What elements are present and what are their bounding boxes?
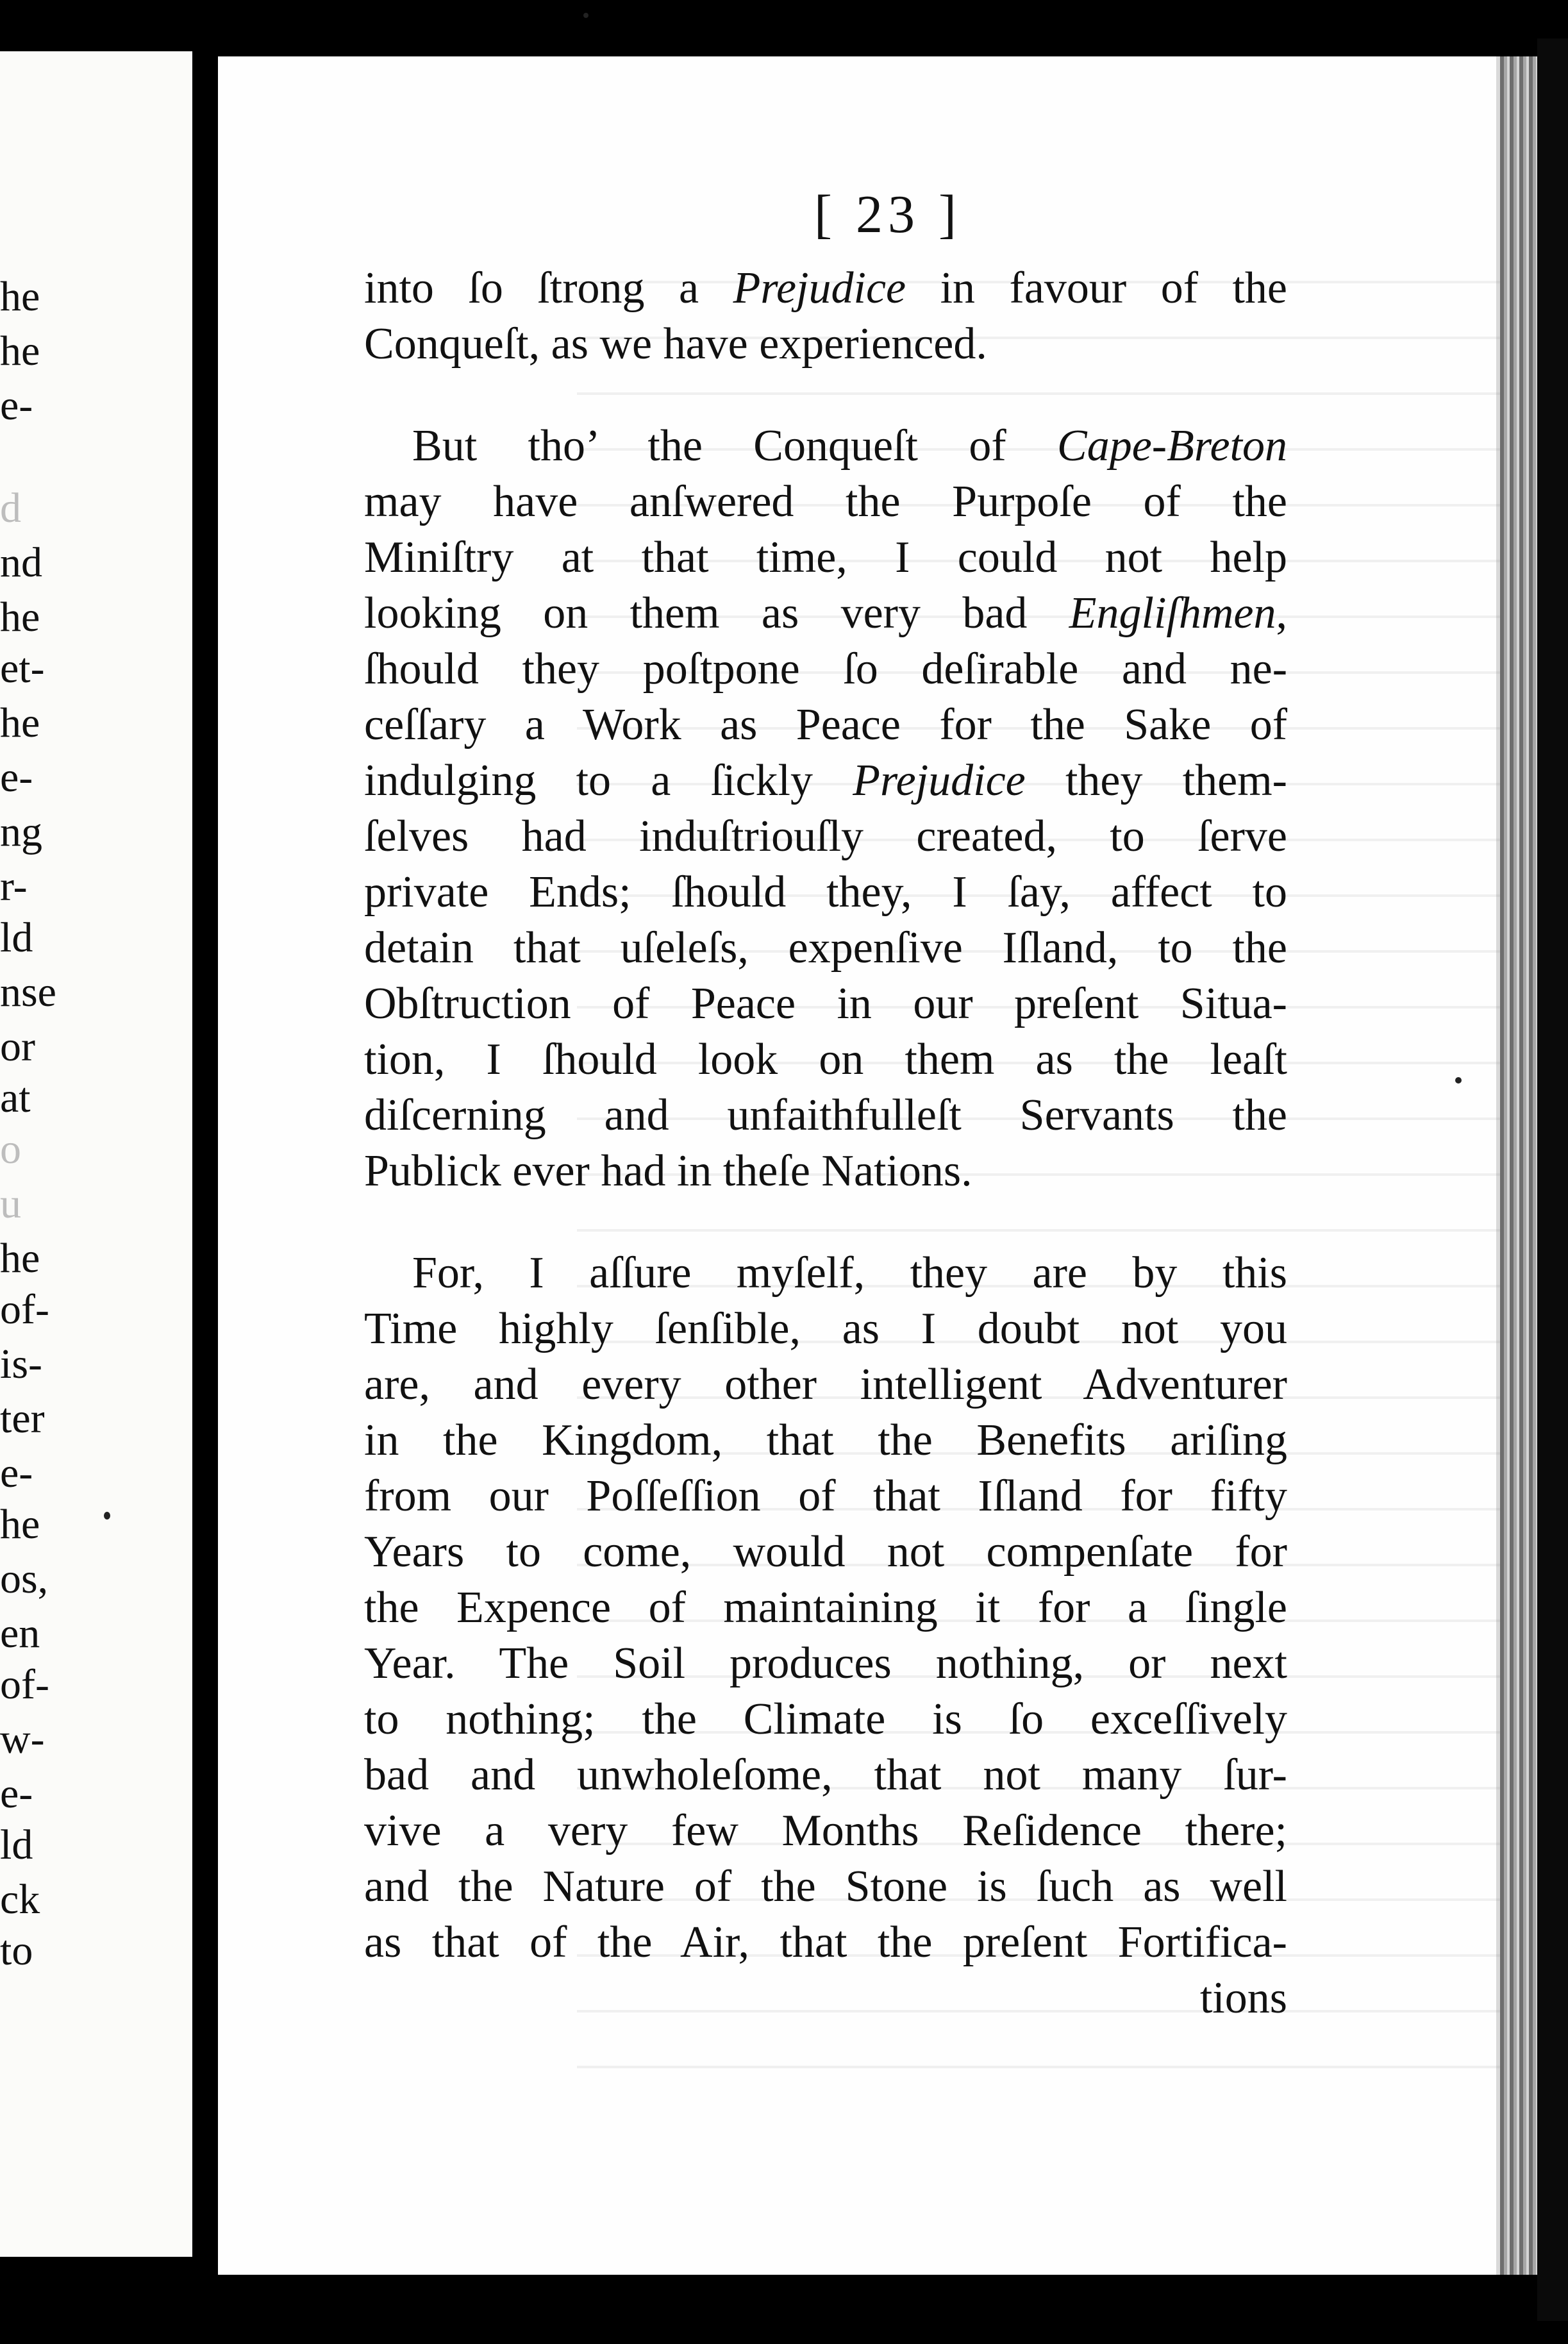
- text-line: [364, 1691, 1287, 1747]
- text-run: into ſo ſtrong a: [364, 264, 733, 313]
- previous-page-line-fragment: is-: [0, 1341, 42, 1387]
- previous-page-line-fragment: en: [0, 1610, 40, 1657]
- previous-page-text-fragments: [0, 51, 192, 2257]
- text-line: [364, 864, 1287, 920]
- text-run: may have anſwered the Purpoſe of the: [364, 477, 1287, 526]
- text-run: ſhould they poſtpone ſo deſirable and ne-: [364, 644, 1287, 694]
- paragraph: [364, 1245, 1287, 1970]
- text-run: diſcerning and unfaithfulleſt Servants the: [364, 1091, 1287, 1140]
- text-line: [364, 1412, 1287, 1468]
- text-run: private Ends; ſhould they, I ſay, affect to: [364, 867, 1287, 917]
- italic-text: Cape-Breton: [1057, 421, 1287, 471]
- text-line: [364, 316, 1287, 372]
- text-line: [364, 1803, 1287, 1859]
- text-line: [364, 1747, 1287, 1803]
- dust-speck: [583, 13, 588, 18]
- previous-page-line-fragment: he: [0, 273, 40, 320]
- text-line: [364, 976, 1287, 1032]
- text-line: [364, 697, 1287, 753]
- text-run: For, I aſſure myſelf, they are by this: [412, 1248, 1287, 1298]
- previous-page-line-fragment: or: [0, 1023, 35, 1070]
- previous-page-line-fragment: e-: [0, 1450, 33, 1496]
- text-run: in the Kingdom, that the Benefits ariſing: [364, 1416, 1287, 1465]
- book-gutter: [192, 0, 218, 2344]
- previous-page-line-fragment: he: [0, 1501, 40, 1548]
- text-line: [364, 1636, 1287, 1691]
- text-run: Miniſtry at that time, I could not help: [364, 533, 1287, 582]
- page-edge-shadow: [1537, 38, 1568, 2321]
- text-line: [364, 1914, 1287, 1970]
- text-run: they them-: [1025, 756, 1287, 805]
- previous-page-line-fragment: u: [0, 1180, 21, 1227]
- text-run: as that of the Air, that the preſent Fortifica-: [364, 1918, 1287, 1967]
- text-run: and the Nature of the Stone is ſuch as well: [364, 1862, 1287, 1911]
- previous-page-line-fragment: e-: [0, 1770, 33, 1817]
- text-run: Years to come, would not compenſate for: [364, 1527, 1287, 1577]
- previous-page-line-fragment: o: [0, 1126, 21, 1173]
- previous-page-edge: [0, 51, 196, 2257]
- previous-page-line-fragment: of-: [0, 1661, 49, 1708]
- text-line: [364, 530, 1287, 585]
- previous-page-line-fragment: he: [0, 328, 40, 374]
- text-run: are, and every other intelligent Adventurer: [364, 1360, 1287, 1409]
- text-run: vive a very few Months Reſidence there;: [364, 1806, 1287, 1855]
- text-line: [364, 1032, 1287, 1087]
- previous-page-line-fragment: ng: [0, 808, 42, 855]
- italic-text: Engliſhmen: [1069, 589, 1276, 638]
- previous-page-line-fragment: nd: [0, 539, 42, 586]
- body-text: [364, 260, 1287, 2026]
- previous-page-line-fragment: r-: [0, 863, 28, 910]
- text-line: [364, 585, 1287, 641]
- text-run: But tho’ the Conqueſt of: [412, 421, 1057, 471]
- text-line: [364, 1524, 1287, 1580]
- dust-speck: [1455, 1077, 1462, 1084]
- text-run: tion, I ſhould look on them as the leaſt: [364, 1035, 1287, 1084]
- previous-page-line-fragment: he: [0, 594, 40, 640]
- text-run: bad and unwholeſome, that not many ſur-: [364, 1750, 1287, 1800]
- text-run: in favour of the: [906, 264, 1288, 313]
- previous-page-line-fragment: at: [0, 1075, 31, 1121]
- text-line: [364, 1859, 1287, 1914]
- previous-page-line-fragment: ld: [0, 914, 33, 961]
- text-line: [364, 808, 1287, 864]
- previous-page-line-fragment: ck: [0, 1876, 40, 1923]
- italic-text: Prejudice: [733, 264, 906, 313]
- text-run: ,: [1276, 589, 1287, 638]
- previous-page-line-fragment: et-: [0, 645, 45, 692]
- previous-page-line-fragment: he: [0, 1235, 40, 1282]
- text-line: [364, 1357, 1287, 1412]
- text-line: [364, 418, 1287, 474]
- text-line: [364, 1245, 1287, 1301]
- text-run: the Expence of maintaining it for a ſingle: [364, 1583, 1287, 1632]
- stacked-page-edges: [1500, 56, 1537, 2275]
- catchword: tions: [1199, 1973, 1287, 2023]
- paragraph: [364, 418, 1287, 1199]
- previous-page-line-fragment: ld: [0, 1821, 33, 1868]
- text-run: looking on them as very bad: [364, 589, 1069, 638]
- text-run: detain that uſeleſs, expenſive Iſland, to the: [364, 923, 1287, 973]
- text-run: Year. The Soil produces nothing, or next: [364, 1639, 1287, 1688]
- text-run: Publick ever had in theſe Nations.: [364, 1146, 972, 1196]
- text-run: indulging to a ſickly: [364, 756, 853, 805]
- text-run: ceſſary a Work as Peace for the Sake of: [364, 700, 1287, 749]
- text-line: [364, 1468, 1287, 1524]
- text-run: ſelves had induſtriouſly created, to ſerve: [364, 812, 1287, 861]
- text-line: [364, 260, 1287, 316]
- italic-text: Prejudice: [853, 756, 1026, 805]
- previous-page-line-fragment: e-: [0, 382, 33, 429]
- text-line: [364, 1087, 1287, 1143]
- previous-page-line-fragment: ter: [0, 1395, 45, 1442]
- text-line: [364, 641, 1287, 697]
- previous-page-line-fragment: w-: [0, 1716, 45, 1762]
- text-line: [364, 1143, 1287, 1199]
- previous-page-line-fragment: d: [0, 485, 21, 532]
- text-line: [364, 1301, 1287, 1357]
- previous-page-line-fragment: os,: [0, 1555, 49, 1602]
- previous-page-line-fragment: e-: [0, 754, 33, 801]
- book-page: [218, 56, 1500, 2275]
- text-run: to nothing; the Climate is ſo exceſſively: [364, 1695, 1287, 1744]
- page-number: [ 23 ]: [814, 185, 962, 244]
- text-run: from our Poſſeſſion of that Iſland for fifty: [364, 1471, 1287, 1521]
- text-run: Obſtruction of Peace in our preſent Situa-: [364, 979, 1287, 1028]
- previous-page-line-fragment: nse: [0, 969, 56, 1016]
- dust-speck: [104, 1512, 110, 1519]
- text-line: [364, 1580, 1287, 1636]
- text-run: Time highly ſenſible, as I doubt not you: [364, 1304, 1287, 1353]
- paragraph: [364, 260, 1287, 372]
- text-line: [364, 753, 1287, 808]
- previous-page-line-fragment: of-: [0, 1286, 49, 1333]
- previous-page-line-fragment: to: [0, 1927, 33, 1974]
- text-run: Conqueſt, as we have experienced.: [364, 319, 987, 369]
- previous-page-line-fragment: he: [0, 699, 40, 746]
- text-line: [364, 474, 1287, 530]
- text-line: [364, 920, 1287, 976]
